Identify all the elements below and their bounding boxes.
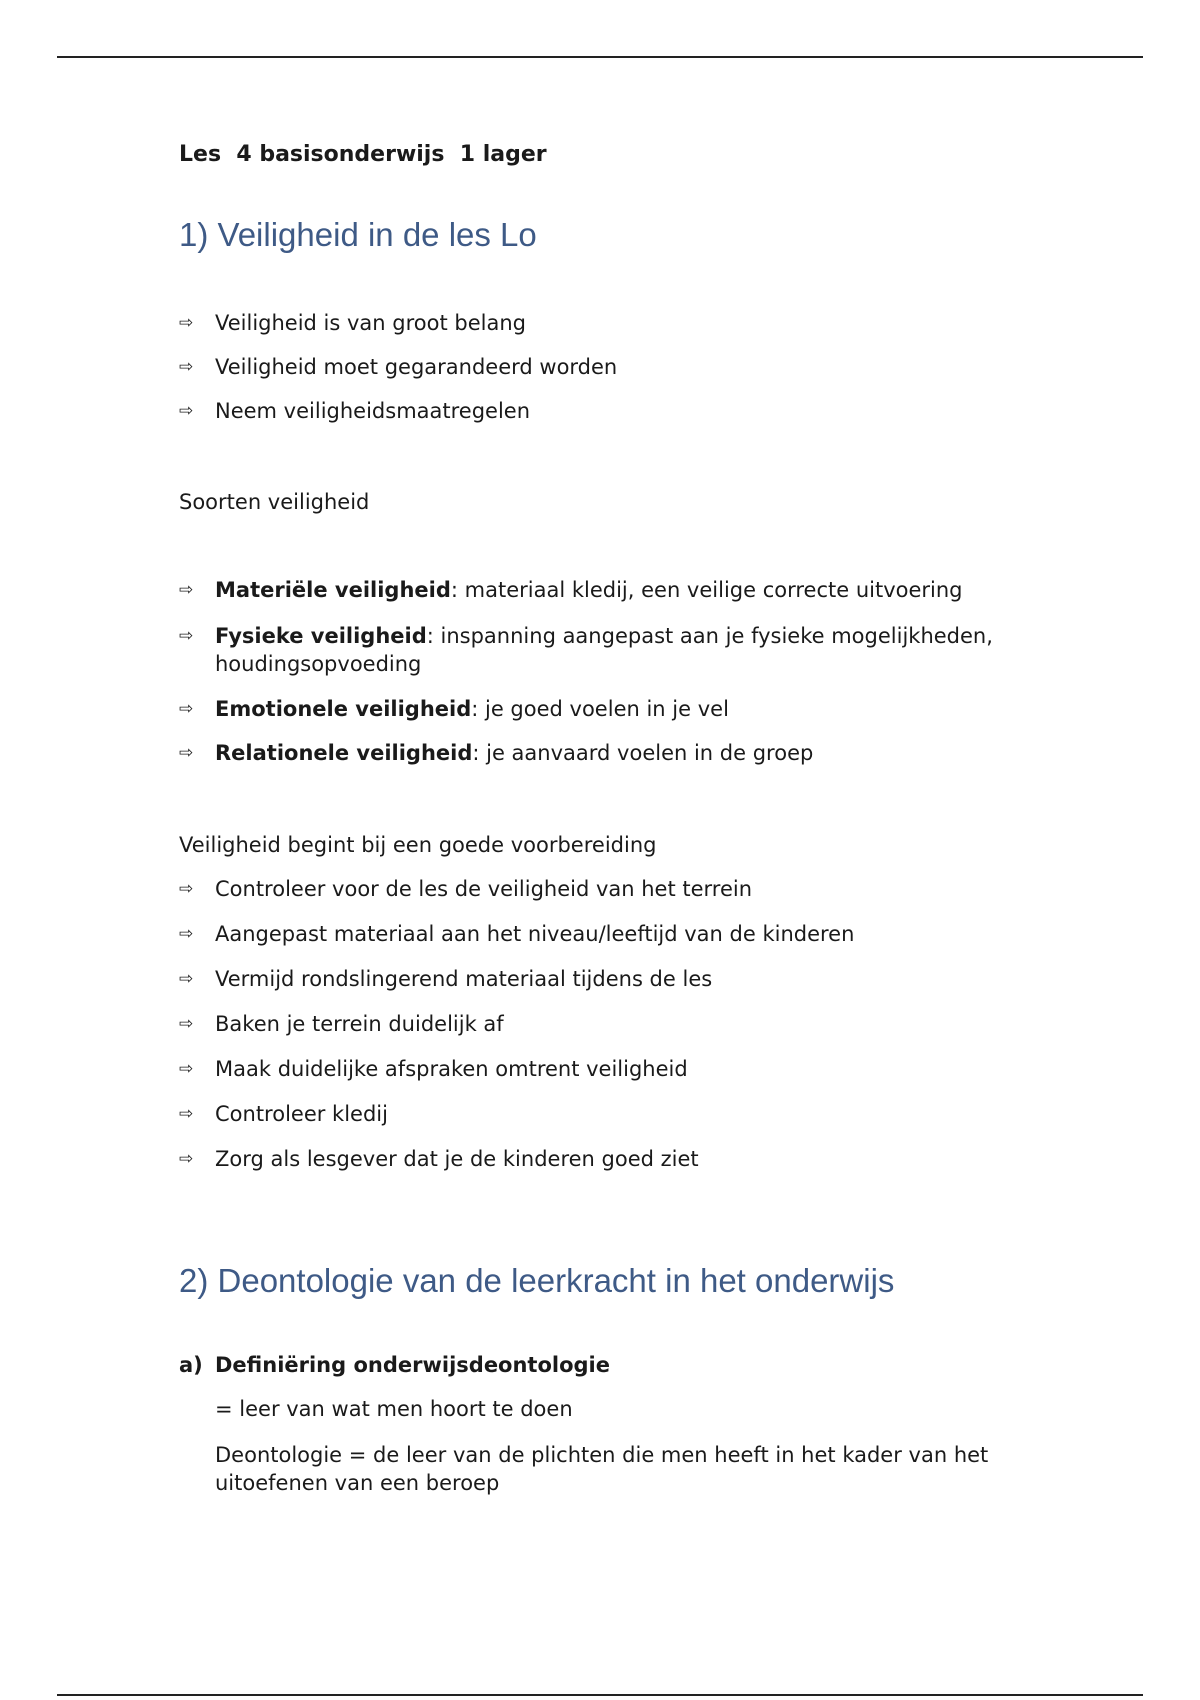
list-item-text: Maak duidelijke afspraken omtrent veiligheid: [215, 1057, 688, 1081]
arrow-right-outline-icon: ⇨: [179, 743, 194, 763]
list-item: [179, 576, 1059, 604]
term: Emotionele veiligheid: [215, 697, 472, 721]
list-item: [179, 309, 1059, 337]
subsection-a-title: [179, 1351, 610, 1379]
list-item: [179, 1145, 1059, 1173]
section-2-heading: 2) Deontologie van de leerkracht in het onderwijs: [179, 1262, 895, 1299]
arrow-right-outline-icon: ⇨: [179, 580, 194, 600]
term-description: : je goed voelen in je vel: [471, 697, 729, 721]
list-item: [179, 1055, 1059, 1083]
list-item-text: Baken je terrein duidelijk af: [215, 1012, 504, 1036]
term-description: : materiaal kledij, een veilige correcte uitvoering: [450, 578, 963, 602]
list-item-text: Controleer voor de les de veiligheid van het terrein: [215, 877, 753, 901]
arrow-right-outline-icon: ⇨: [179, 1149, 194, 1169]
list-item: [179, 920, 1059, 948]
footer-rule: [57, 1694, 1143, 1696]
arrow-right-outline-icon: ⇨: [179, 401, 194, 421]
list-item: [179, 1100, 1059, 1128]
types-label: Soorten veiligheid: [179, 490, 370, 514]
term-description: : je aanvaard voelen in de groep: [472, 741, 814, 765]
term: Relationele veiligheid: [215, 741, 473, 765]
arrow-right-outline-icon: ⇨: [179, 357, 194, 377]
list-item-text: Vermijd rondslingerend materiaal tijdens de les: [215, 967, 713, 991]
list-item: [179, 695, 1059, 723]
list-item-text: Veiligheid moet gegarandeerd worden: [215, 355, 618, 379]
arrow-right-outline-icon: ⇨: [179, 1059, 194, 1079]
arrow-right-outline-icon: ⇨: [179, 1104, 194, 1124]
page-title: Les 4 basisonderwijs 1 lager: [179, 142, 547, 167]
term-description: : inspanning aangepast aan je fysieke mogelijkheden, houdingsopvoeding: [215, 624, 993, 676]
arrow-right-outline-icon: ⇨: [179, 924, 194, 944]
prep-label: Veiligheid begint bij een goede voorbereiding: [179, 833, 657, 857]
arrow-right-outline-icon: ⇨: [179, 1014, 194, 1034]
subsection-label: a): [179, 1353, 203, 1377]
arrow-right-outline-icon: ⇨: [179, 626, 194, 646]
list-item: [179, 1010, 1059, 1038]
list-item-text: Zorg als lesgever dat je de kinderen goed ziet: [215, 1147, 699, 1171]
term: Materiële veiligheid: [215, 578, 451, 602]
list-item-text: Controleer kledij: [215, 1102, 388, 1126]
definition-paragraph: Deontologie = de leer van de plichten die men heeft in het kader van het uitoefenen van een beroep: [215, 1443, 989, 1495]
list-item: [179, 353, 1059, 381]
arrow-right-outline-icon: ⇨: [179, 879, 194, 899]
definition-line: = leer van wat men hoort te doen: [215, 1397, 573, 1421]
term: Fysieke veiligheid: [215, 624, 427, 648]
subsection-title-text: Definiëring onderwijsdeontologie: [215, 1353, 611, 1377]
list-item-text: Neem veiligheidsmaatregelen: [215, 399, 531, 423]
list-item: [179, 875, 1059, 903]
list-item: [179, 739, 1059, 767]
list-item-text: Veiligheid is van groot belang: [215, 311, 526, 335]
arrow-right-outline-icon: ⇨: [179, 699, 194, 719]
list-item: [179, 397, 1059, 425]
list-item-text: Aangepast materiaal aan het niveau/leeftijd van de kinderen: [215, 922, 855, 946]
arrow-right-outline-icon: ⇨: [179, 969, 194, 989]
list-item: [179, 622, 1059, 678]
header-rule: [57, 56, 1143, 58]
list-item: [179, 965, 1059, 993]
section-1-heading: 1) Veiligheid in de les Lo: [179, 216, 537, 253]
arrow-right-outline-icon: ⇨: [179, 313, 194, 333]
